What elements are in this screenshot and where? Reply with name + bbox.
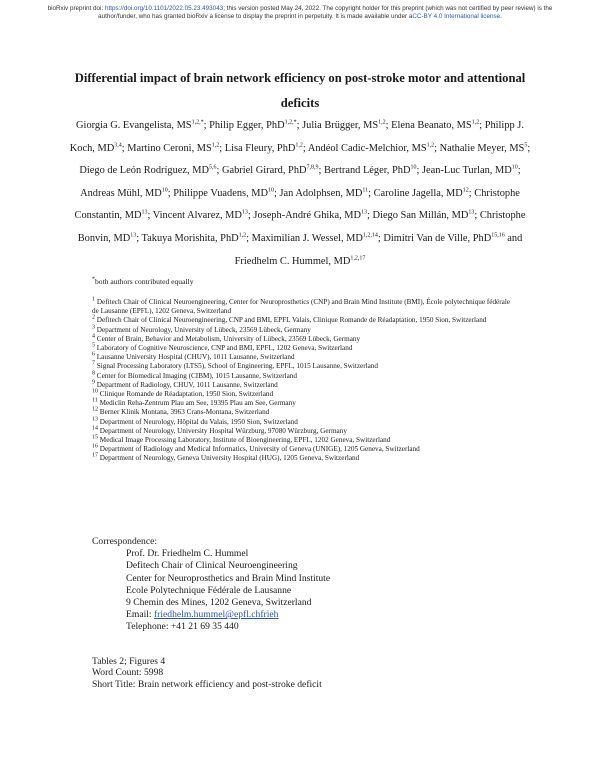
banner-middle: ; this version posted May 24, 2022. The copyright holder for this preprint (which was not certified by peer review) is the author/funder, who has granted bioRxiv a license to display the preprint in perpetuity. It is made available under a: [98, 5, 553, 20]
author-name: Lisa Fleury, PhD: [224, 142, 296, 154]
affiliation-text: Department of Neurology, Hôpital du Valais, 1950 Sion, Switzerland: [99, 417, 298, 426]
affiliation: [92, 418, 510, 427]
author: [209, 120, 297, 131]
affiliation: [92, 427, 510, 436]
author-name: Diego San Millán, MD: [372, 210, 469, 222]
author-affiliation-marker: 3,4: [114, 142, 122, 149]
affiliation-number: 11: [92, 397, 98, 404]
author-name: Andéol Cadic-Melchior, MS: [307, 142, 427, 154]
email-line: [92, 609, 532, 621]
author-affiliation-marker: 10: [511, 164, 518, 171]
affiliation-text: Center for Biomedical Imaging (CIBM), 1015 Lausanne, Switzerland: [96, 371, 297, 380]
affiliation: [92, 408, 510, 417]
affiliation-text: Department of Radiology, CHUV, 1011 Lausanne, Switzerland: [96, 380, 278, 389]
affiliation-number: 5: [92, 342, 95, 349]
author-affiliation-marker: 13: [141, 209, 148, 216]
author: [80, 188, 168, 199]
author-affiliation-marker: 1,2,*: [191, 119, 204, 126]
banner-prefix: bioRxiv preprint doi:: [47, 5, 105, 12]
affiliation-number: 2: [92, 315, 95, 322]
author-affiliation-marker: 13: [130, 232, 137, 239]
doi-link[interactable]: https://doi.org/10.1101/2022.05.23.493043: [104, 5, 224, 12]
author: [302, 120, 386, 131]
author-name: Andreas Mühl, MD: [80, 187, 162, 199]
affiliation: [92, 326, 510, 335]
author: [252, 233, 378, 244]
author: [373, 210, 475, 221]
author-name: Jan Adolphsen, MD: [279, 187, 363, 199]
author-affiliation-marker: 10: [268, 187, 274, 194]
author-name: Maximilian J. Wessel, MD: [251, 232, 363, 244]
author-name: Christophe Constantin, MD: [74, 187, 520, 222]
affiliation: [92, 372, 510, 381]
author: [308, 143, 434, 154]
affiliation-text: Berner Klinik Montana, 3963 Crans-Montana, Switzerland: [99, 408, 270, 417]
affiliation-number: 8: [92, 370, 95, 377]
word-count: Word Count: 5998: [92, 667, 164, 679]
correspondence-block: [92, 536, 532, 634]
author-name: Jean-Luc Turlan, MD: [421, 165, 512, 177]
license-link[interactable]: CC-BY 4.0 International license: [412, 13, 501, 20]
author-name: Friedhelm C. Hummel, MD: [234, 255, 351, 267]
affiliation: [92, 344, 510, 353]
email-link[interactable]: friedhelm.hummel@epfl.chfrieh: [153, 609, 279, 621]
affiliation: [92, 390, 510, 399]
affiliation-number: 7: [92, 361, 95, 368]
affiliation-text: Department of Neurology, Geneva University Hospital (HUG), 1205 Geneva, Switzerland: [99, 454, 360, 463]
author-name: Philip Egger, PhD: [209, 120, 285, 131]
author: [222, 165, 319, 176]
author-affiliation-marker: 1,2,17: [350, 255, 366, 262]
author-name: Vincent Alvarez, MD: [152, 210, 242, 222]
manuscript-meta: [92, 656, 532, 690]
affiliation-number: 16: [92, 443, 98, 450]
author-affiliation-marker: 5,6: [208, 164, 217, 171]
short-title: Short Title: Brain network efficiency and post-stroke deficit: [92, 678, 322, 690]
correspondence-line: 9 Chemin des Mines, 1202 Geneva, Switzerland: [126, 597, 312, 609]
affiliation-number: 14: [92, 425, 98, 432]
correspondence-line: Prof. Dr. Friedhelm C. Hummel: [126, 548, 249, 560]
author-name: Philipp J. Koch, MD: [69, 120, 524, 154]
affiliation: [92, 454, 510, 463]
author-list: Giorgia G. Evangelista, $MS^{1,2,*}$; Philip Egger, PhD$^{1,2,*}$; Julia Brügger, MS$^{1,2}$; Elena Beanato, MS$^{1,2}$; Philipp J. Koch, MD$^{3,4}$; Martino Ceroni, MS$^{1,2}$; Lisa Fleury, PhD$^{1,2}$; Andéol Cadic-Melchior, MS$^{1,2}$; Nathalie Meyer, $MS^5$; Diego de León Rodríguez, MD$^{5,6}$; Gabriel Girard, PhD$^{7,8,9}$; Bertrand Léger, PhD$^{10}$; Jean-Luc Turlan, MD$^{10}$; Andreas Mühl, MD$^{10}$; Philippe Vuadens, MD$^{10}$; Jan Adolphsen, MD$^{11}$; Caroline Jagella, MD$^{12}$; Christophe Constantin, MD$^{13}$; Vincent Alvarez, MD$^{13}$; Joseph-André Ghika, MD$^{13}$; Diego San Millán, MD$^{13}$; Christophe Bonvin, MD$^{13}$; Takuya Morishita, PhD$^{1,2}$; Maximilian J. Wessel, MD$^{1,2,14}$; Dimitri Van de Ville, PhD$^{15,16}$ and Friedhelm C. Hummel, MD$^{1,2,17}$: [69, 119, 531, 267]
affiliation-text: Center of Brain, Behavior and Metabolism, University of Lübeck, 23569 Lübeck, Germany: [96, 334, 361, 343]
affiliation-text: Defitech Chair of Clinical Neuroengineering, Center for Neuroprosthetics (CNP) and Brain Mind Institute (BMI), École polytechnique fédérale de Lausanne (EPFL), 1202 Geneva, Switzerland: [92, 298, 511, 316]
author: [153, 210, 248, 221]
affiliation-text: Lausanne University Hospital (CHUV), 1011 Lausanne, Switzerland: [96, 353, 295, 362]
affiliation-text: Mediclin Reha-Zentrum Plau am See, 19395 Plau am See, Germany: [99, 399, 296, 408]
correspondence-heading: Correspondence:: [92, 536, 158, 547]
paper-title: Differential impact of brain network efficiency on post-stroke motor and attentional deficits: [74, 71, 526, 110]
author-name: Christophe Bonvin, MD: [77, 210, 526, 244]
author-affiliation-marker: 10: [410, 164, 417, 171]
affiliation: [92, 316, 510, 325]
author: [383, 233, 504, 244]
author-affiliation-marker: 1,2: [211, 142, 220, 149]
author-affiliation-marker: 5: [524, 142, 528, 149]
affiliation-list: [92, 298, 510, 464]
author-name: Dimitri Van de Ville, PhD: [383, 232, 492, 244]
author-name: Gabriel Girard, PhD: [221, 165, 307, 177]
author-name: Joseph-André Ghika, MD: [253, 210, 362, 222]
correspondence-line: Defitech Chair of Clinical Neuroengineering: [126, 560, 298, 572]
affiliation-text: Department of Neurology, University Hospital Würzburg, 97080 Würzburg, Germany: [99, 426, 347, 435]
correspondence-line: Center for Neuroprosthetics and Brain Mind Institute: [126, 572, 331, 584]
author-affiliation-marker: 10: [161, 187, 168, 194]
author: [127, 143, 219, 154]
affiliation-text: Medical Image Processing Laboratory, Institute of Bioengineering, EPFL, 1202 Geneva, Switzerland: [99, 436, 391, 445]
author: [235, 256, 366, 267]
author-affiliation-marker: 13: [468, 209, 475, 216]
affiliation-number: 10: [92, 388, 98, 395]
author-name: Elena Beanato, MS: [391, 120, 472, 131]
tables-figures-count: Tables 2; Figures 4: [92, 656, 166, 667]
author: [422, 165, 518, 176]
author: [391, 120, 479, 131]
affiliation-number: 17: [92, 453, 98, 460]
author: [374, 188, 469, 199]
author-affiliation-marker: 1,2: [295, 142, 303, 149]
note-marker: *: [92, 276, 95, 283]
affiliation: [92, 335, 510, 344]
affiliation-text: Clinique Romande de Réadaptation, 1950 Sion, Switzerland: [99, 390, 274, 399]
affiliation-number: 9: [92, 379, 95, 386]
affiliation-text: Defitech Chair of Clinical Neuroengineering, CNP and BMI, EPFL Valais, Clinique Romande de Réadaptation, 1950 Sion, Switzerland: [96, 316, 487, 325]
author-affiliation-marker: 13: [241, 209, 248, 216]
preprint-banner: [40, 5, 560, 21]
affiliation: [92, 362, 510, 371]
affiliation: [92, 436, 510, 445]
author-affiliation-marker: 11: [362, 187, 369, 194]
author-affiliation-marker: 13: [361, 209, 368, 216]
author-name: Takuya Morishita, PhD: [141, 232, 239, 244]
affiliation-number: 15: [92, 434, 98, 441]
affiliation: [92, 381, 510, 390]
author-affiliation-marker: 1,2,*: [284, 119, 297, 126]
author: [280, 188, 369, 199]
author: [225, 143, 303, 154]
author: [173, 188, 274, 199]
author-affiliation-marker: 1,2: [471, 119, 480, 126]
author: [76, 120, 204, 131]
author-affiliation-marker: 1,2: [378, 119, 386, 126]
author-name: Nathalie Meyer, MS: [439, 142, 525, 154]
affiliation-text: Department of Radiology and Medical Informatics, University of Geneva (UNIGE), 1205 Geneva, Switzerland: [99, 445, 420, 454]
author-name: Diego de León Rodríguez, MD: [79, 165, 209, 177]
author: [440, 143, 528, 154]
equal-contribution-note: [92, 277, 532, 286]
author-name: Caroline Jagella, MD: [373, 187, 463, 199]
author: [324, 165, 416, 176]
author: [79, 165, 216, 176]
affiliation-text: Laboratory of Cognitive Neuroscience, CNP and BMI, EPFL, 1202 Geneva, Switzerland: [96, 344, 353, 353]
author-affiliation-marker: 7,8,9: [306, 164, 319, 171]
affiliation-number: 4: [92, 333, 95, 340]
affiliation-number: 1: [92, 296, 95, 303]
author-name: Philippe Vuadens, MD: [173, 187, 268, 199]
author-affiliation-marker: 15,16: [491, 232, 505, 239]
author: [142, 233, 247, 244]
correspondence-line: Ecole Polytechnique Fédérale de Lausanne: [126, 584, 292, 596]
note-text: both authors contributed equally: [95, 277, 194, 286]
email-label: Email:: [126, 609, 154, 621]
affiliation-text: Signal Processing Laboratory (LTS5), School of Engineering, EPFL, 1015 Lausanne, Switzerland: [96, 362, 378, 371]
banner-suffix: .: [500, 13, 502, 20]
affiliation-text: Department of Neurology, University of Lübeck, 23569 Lübeck, Germany: [96, 325, 311, 334]
affiliation-number: 3: [92, 324, 95, 331]
author: [253, 210, 367, 221]
author-affiliation-marker: 12: [462, 187, 469, 194]
telephone-line: Telephone: +41 21 69 35 440: [126, 621, 239, 633]
affiliation-number: 12: [92, 407, 98, 414]
author-name: Giorgia G. Evangelista, MS: [76, 120, 192, 131]
author-name: Bertrand Léger, PhD: [324, 165, 411, 177]
author-affiliation-marker: 1,2,14: [362, 232, 378, 239]
author-name: Martino Ceroni, MS: [127, 142, 212, 154]
affiliation-number: 6: [92, 351, 95, 358]
affiliation: [92, 298, 510, 316]
author-affiliation-marker: 1,2: [238, 232, 247, 239]
author-affiliation-marker: 1,2: [426, 142, 435, 149]
affiliation-number: 13: [92, 416, 98, 423]
author-name: Julia Brügger, MS: [302, 120, 379, 131]
